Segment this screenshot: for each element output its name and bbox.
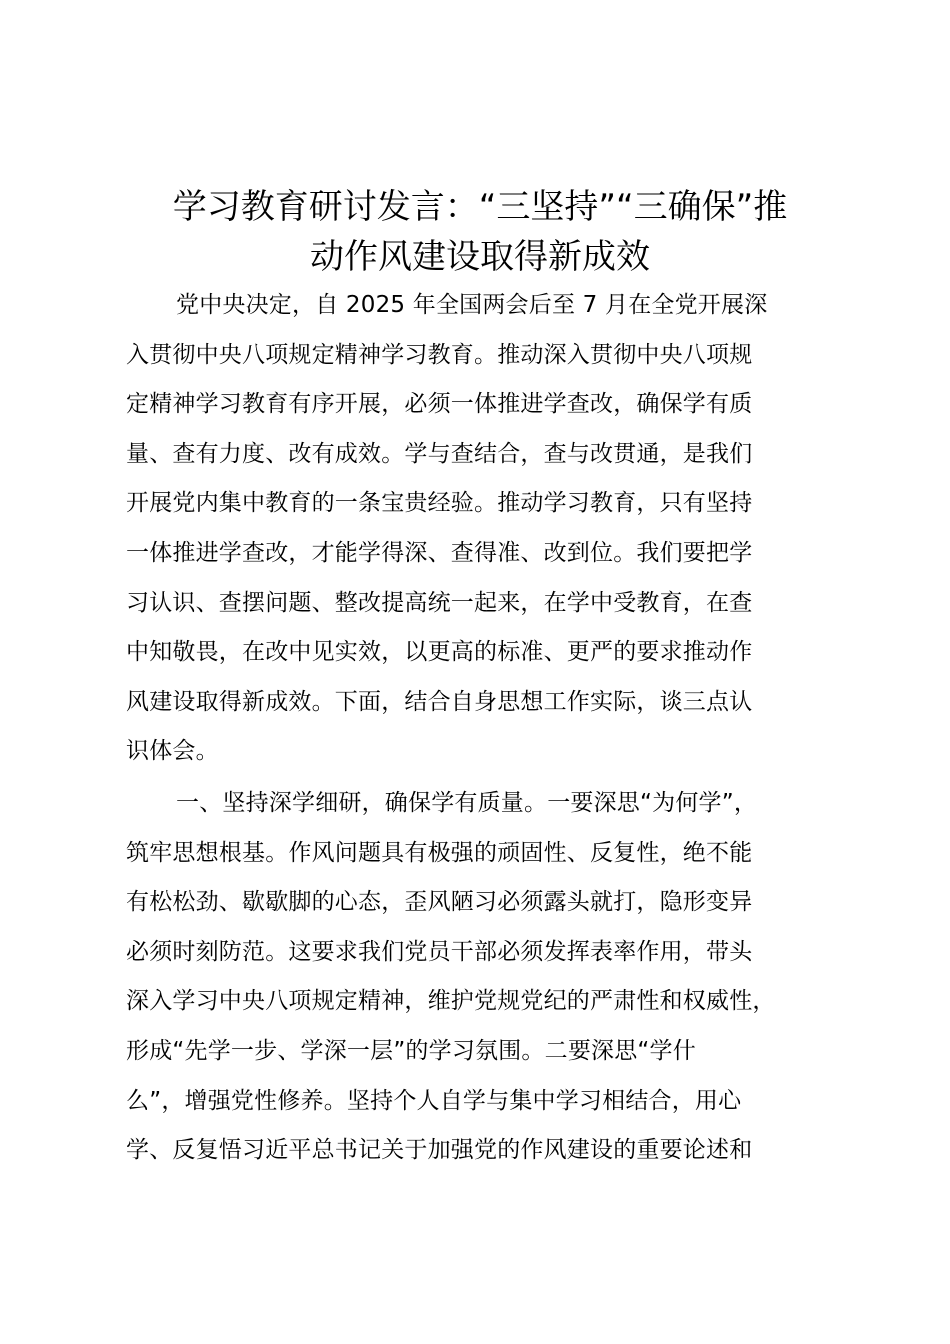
text-line: 筑牢思想根基。作风问题具有极强的顽固性、反复性，绝不能 [126, 839, 753, 866]
text-line: 识体会。 [126, 738, 219, 765]
text-line: 党中央决定，自 2025 年全国两会后至 7 月在全党开展深 [176, 292, 768, 318]
title-line: 动作风建设取得新成效 [310, 237, 650, 277]
text-line: 一、坚持深学细研，确保学有质量。一要深思“为何学”， [176, 789, 758, 816]
text-line: 量、查有力度、改有成效。学与查结合，查与改贯通，是我们 [126, 440, 753, 467]
text-line: 开展党内集中教育的一条宝贵经验。推动学习教育，只有坚持 [126, 490, 753, 517]
text-line: 定精神学习教育有序开展，必须一体推进学查改，确保学有质 [126, 391, 753, 418]
text-line: 深入学习中央八项规定精神，维护党规党纪的严肃性和权威性， [126, 988, 776, 1015]
text-line: 一体推进学查改，才能学得深、查得准、改到位。我们要把学 [126, 539, 753, 566]
paragraph-intro [126, 281, 836, 777]
document-body [126, 281, 836, 1176]
text-line: 学、反复悟习近平总书记关于加强党的作风建设的重要论述和 [126, 1137, 753, 1164]
text-line: 风建设取得新成效。下面，结合自身思想工作实际，谈三点认 [126, 688, 753, 715]
title-line: 学习教育研讨发言：“三坚持”“三确保”推 [172, 187, 788, 227]
document-title [110, 182, 850, 282]
text-line: 么”，增强党性修养。坚持个人自学与集中学习相结合，用心 [126, 1087, 742, 1114]
text-line: 必须时刻防范。这要求我们党员干部必须发挥表率作用，带头 [126, 938, 753, 965]
text-line: 入贯彻中央八项规定精神学习教育。推动深入贯彻中央八项规 [126, 341, 753, 368]
text-line: 有松松劲、歇歇脚的心态，歪风陋习必须露头就打，隐形变异 [126, 889, 753, 916]
paragraph-section-one [126, 779, 836, 1176]
text-line: 习认识、查摆问题、整改提高统一起来，在学中受教育，在查 [126, 589, 753, 616]
text-line: 中知敬畏，在改中见实效，以更高的标准、更严的要求推动作 [126, 639, 753, 666]
text-line: 形成“先学一步、学深一层”的学习氛围。二要深思“学什 [126, 1037, 696, 1064]
